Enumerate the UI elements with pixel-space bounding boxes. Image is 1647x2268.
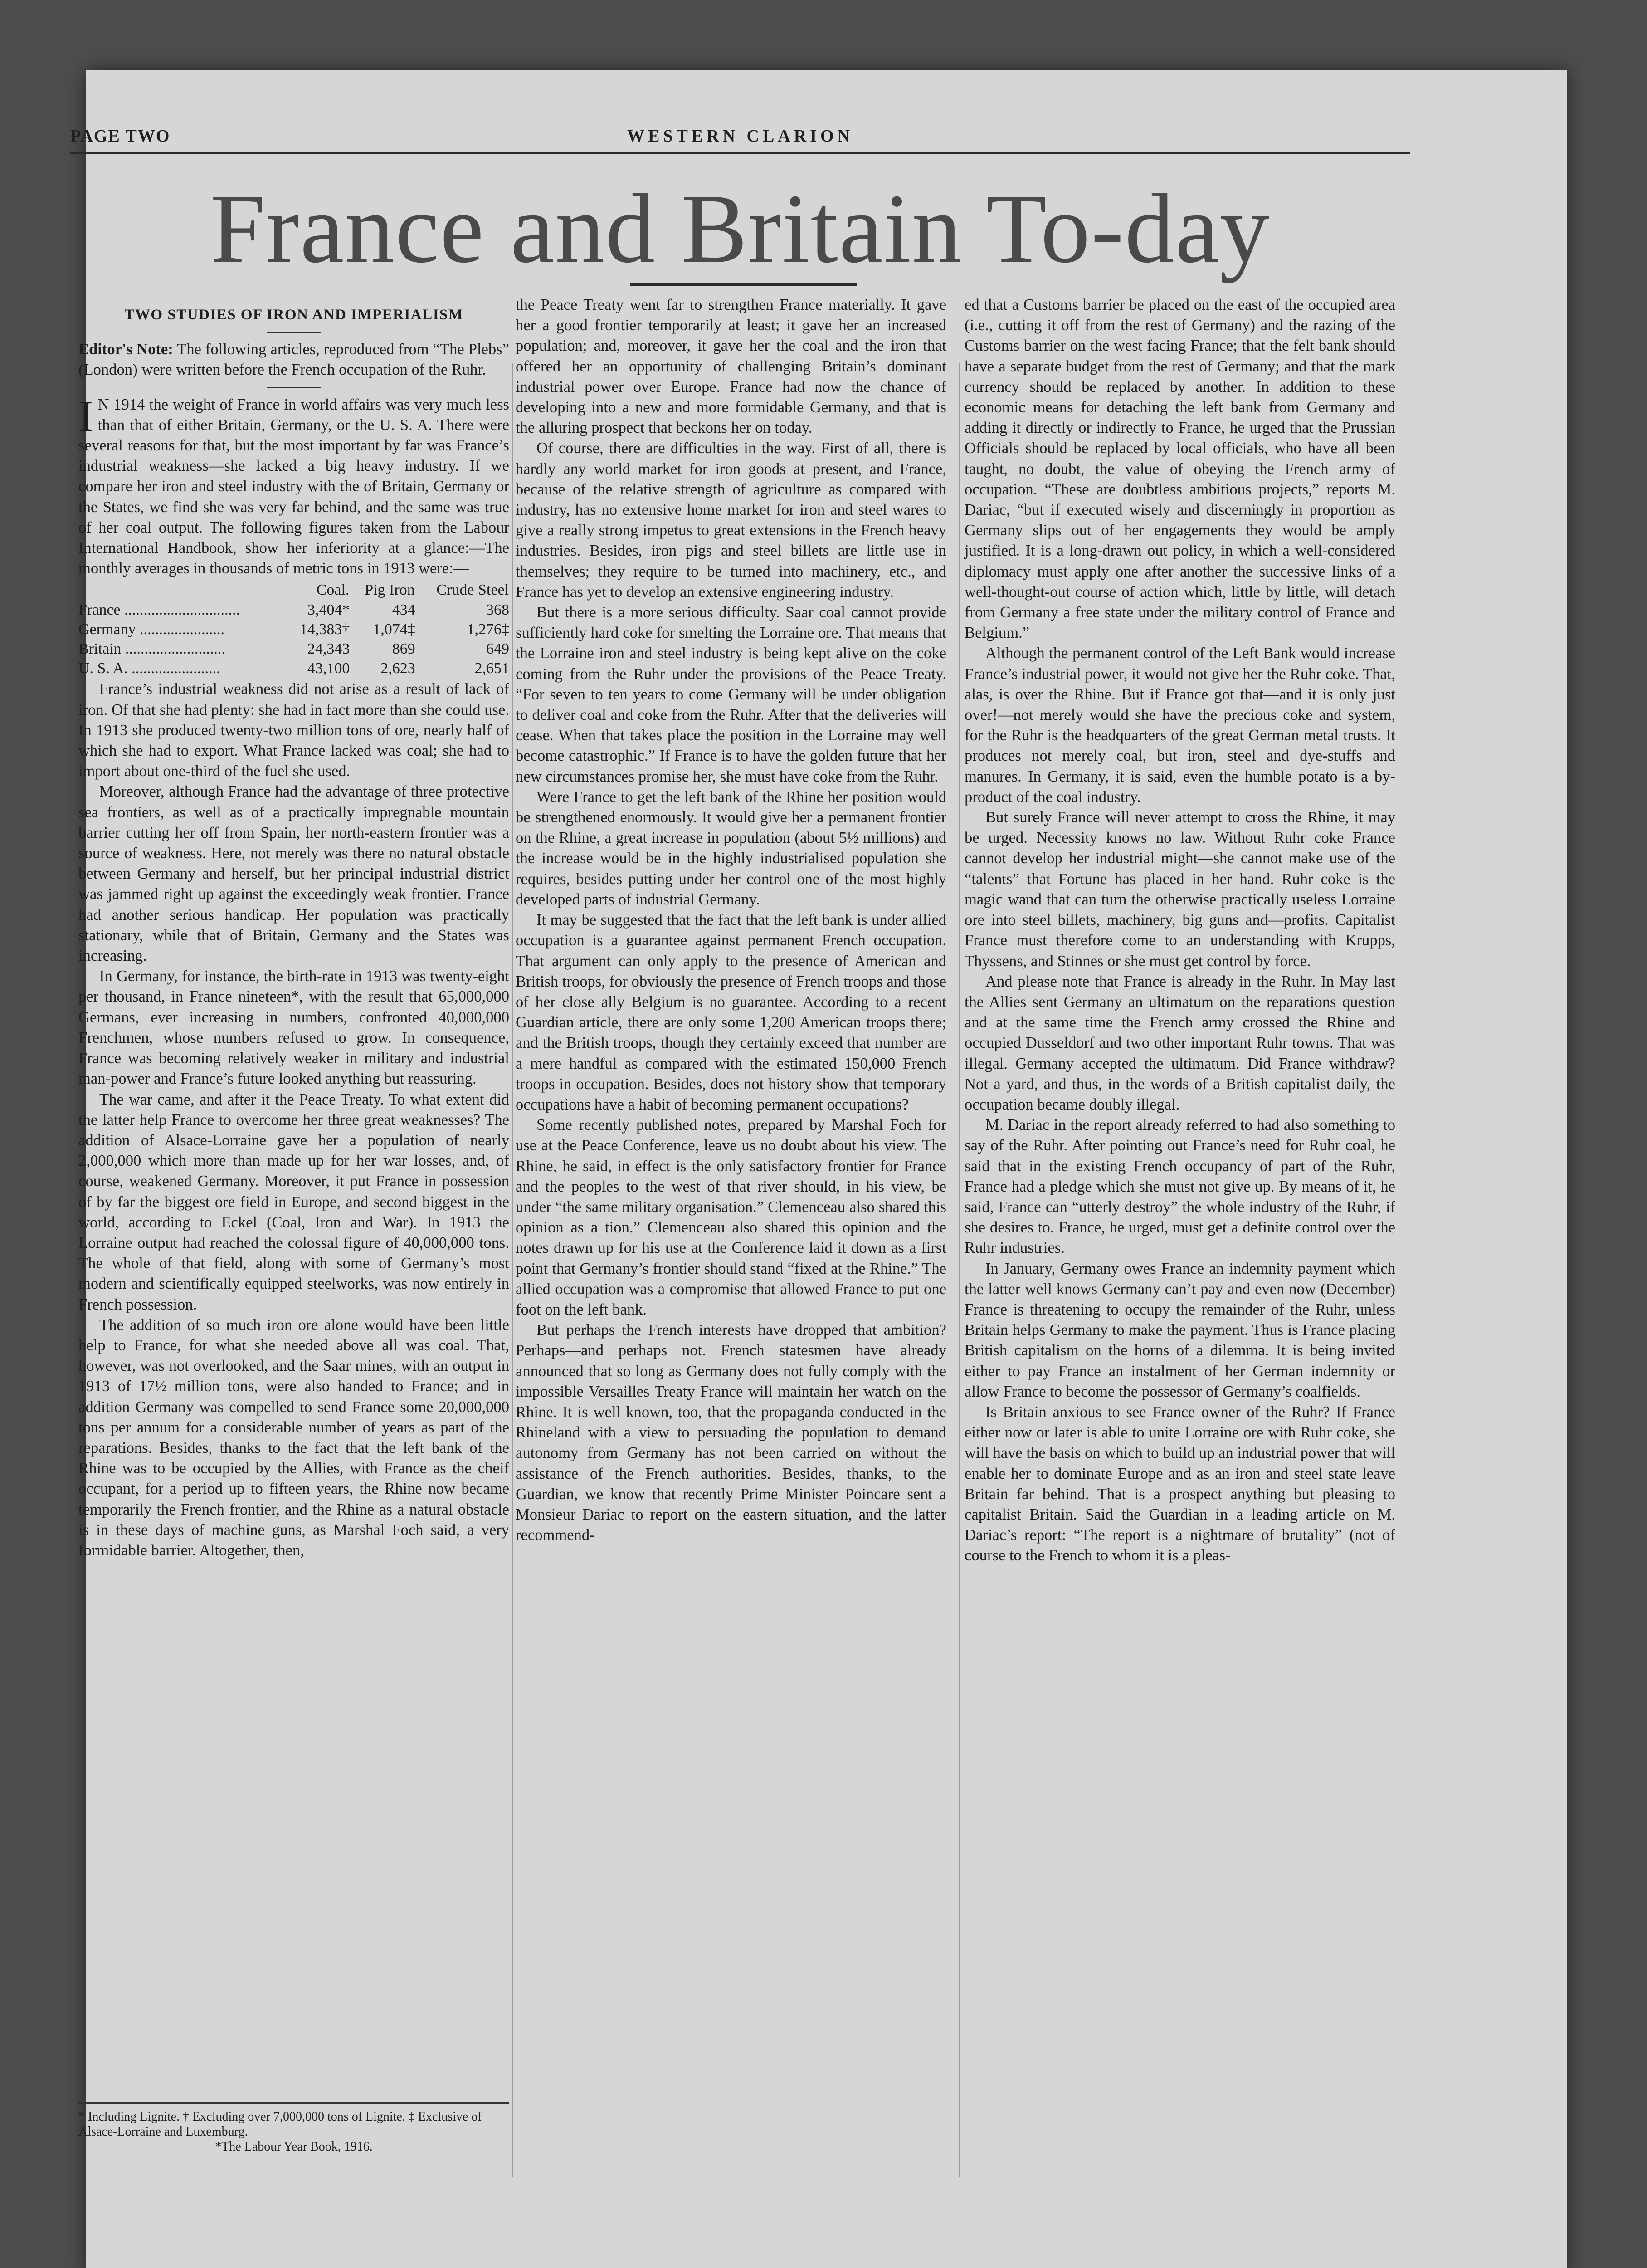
intro-text: N 1914 the weight of France in world affairs was very much less than that of either Britain, Germany, or the U. S. A. There were several reasons for that, but the most important by far was France’s industrial weakness—she lacked a big heavy industry. If we compare her iron and steel industry with the of Britain, Germany or the States, we find she was very far behind, and the same was true of her coal output. The following figures taken from the Labour International Handbook, show her inferiority at a glance:—The monthly averages in thousands of metric tons in 1913 were:— [78,396,509,577]
table-header: Coal. [316,582,350,599]
paragraph: The war came, and after it the Peace Treaty. To what extent did the latter help France to overcome her three great weaknesses? The addition of Alsace-Lorraine gave her a population of nearly 2,000,000 which more than made up for her war losses, and, of course, weakened Germany. Moreover, it put France in possession of by far the biggest ore field in Europe, and second biggest in the world, according to Eckel (Coal, Iron and War). In 1913 the Lorraine output had reached the colossal figure of 40,000,000 tons. The whole of that field, along with some of Germany’s most modern and scientifically equipped steelworks, was now entirely in French possession. [78,1090,509,1313]
column-1 [78,295,509,1561]
table-cell: 24,343 [307,640,350,658]
headline-underline [630,284,857,286]
paper-name: WESTERN CLARION [627,127,854,146]
table-cell: 649 [486,640,509,658]
table-cell: 14,383† [299,621,350,638]
table-cell: U. S. A. ....................... [78,660,220,677]
footnote: *The Labour Year Book, 1916. [215,2140,373,2154]
table-cell: 2,623 [380,660,415,677]
footnote-rule [78,2102,509,2104]
table-row [78,659,509,678]
paragraph: Moreover, although France had the advantage of three protective sea frontiers, as well as of a practically impregnable mountain barrier cutting her off from Spain, her north-eastern frontier was a source of weakness. Here, not merely was there no natural obstacle between Germany and herself, but her principal industrial district was jammed right up against the exceedingly weak frontier. France had another serious handicap. Her population was practically stationary, while that of Britain, Germany and the States was increasing. [78,783,509,965]
column-divider [512,363,513,2177]
table-cell: France .............................. [78,601,240,619]
table-cell: 434 [392,601,415,619]
paragraph: the Peace Treaty went far to strengthen France materially. It gave her a good frontier temporarily at least; it gave her an increased population; and, moreover, it gave her the coal and the iron that offered her an opportunity of challenging Britain’s dominant industrial power over Europe. France had now the chance of developing into a new and more formidable Germany, and that is the alluring prospect that beckons her on today. [516,296,946,437]
paragraph: But surely France will never attempt to cross the Rhine, it may be urged. Necessity knows no law. Without Ruhr coke France cannot develop her industrial might—she cannot make use of the “talents” that Fortune has placed in her hand. Ruhr coke is the magic wand that can turn the otherwise practically useless Lorraine ore into steel billets, machinery, big guns and—profits. Capitalist France must therefore come to an understanding with Krupps, Thyssens, and Stinnes or she must get control by force. [965,809,1395,970]
paragraph: The addition of so much iron ore alone would have been little help to France, for what she needed above all was coal. That, however, was not overlooked, and the Saar mines, with an output in 1913 of 17½ million tons, were also handed to France; and in addition Germany was compelled to send France some 20,000,000 tons per annum for a considerable number of years as part of the reparations. Besides, thanks to the fact that the left bank of the Rhine was to be occupied by the Allies, with France as the cheif occupant, for a period up to fifteen years, the Rhine now became temporarily the French frontier, and the Rhine as a natural obstacle is in these days of machine guns, as Marshal Foch said, a very formidable barrier. Altogether, then, [78,1316,509,1559]
short-rule [267,387,321,388]
paragraph: And please note that France is already in the Ruhr. In May last the Allies sent Germany an ultimatum on the reparations question and at the same time the French army crossed the Rhine and occupied Dusseldorf and two other important Ruhr towns. That was illegal. Germany accepted the ultimatum. Did France withdraw? Not a yard, and thus, in the words of a British capitalist daily, the occupation became doubly illegal. [965,973,1395,1113]
column-2 [516,295,946,1545]
table-header: Crude Steel [436,582,509,599]
table-cell: 368 [486,601,509,619]
table-cell: 43,100 [307,660,350,677]
table-cell: 869 [392,640,415,658]
production-table [78,580,509,678]
paragraph: It may be suggested that the fact that the left bank is under allied occupation is a guarantee against permanent French occupation. That argument can only apply to the presence of American and British troops, for obviously the presence of French troops and those of her close ally Belgium is no guarantee. According to a recent Guardian article, there are only some 1,200 American troops there; and the British troops, though they certainly exceed that number are a mere handful as compared with the estimated 150,000 French troops in occupation. Besides, does not history show that temporary occupations have a habit of becoming permanent occupations? [516,911,946,1113]
editor-note [78,339,509,380]
table-header: Pig Iron [365,582,415,599]
table-row [78,639,509,659]
editor-note-text: The following articles, reproduced from “The Plebs” (London) were written before the French occupation of the Ruhr. [78,341,509,379]
intro-paragraph [78,391,509,579]
table-cell: 1,074‡ [373,621,415,638]
table-header [78,580,286,600]
paragraph: But there is a more serious difficulty. Saar coal cannot provide sufficiently hard coke for smelting the Lorraine ore. That means that the Lorraine iron and steel industry is being kept alive on the coke coming from the Ruhr under the provisions of the Peace Treaty. “For seven to ten years to come Germany will be under obligation to deliver coal and coke from the Ruhr. After that the deliveries will cease. When that takes place the position in the Lorraine may well become catastrophic.” If France is to have the golden future that her new circumstances promise her, she must have coke from the Ruhr. [516,604,946,785]
paragraph: In January, Germany owes France an indemnity payment which the latter well knows Germany can’t pay and even now (December) France is threatening to occupy the remainder of the Ruhr, unless Britain helps Germany to make the payment. Thus is France placing British capitalism on the horns of a dilemma. It is being invited either to pay France an instalment of her German indemnity or allow France to become the possessor of Germany’s coalfields. [965,1260,1395,1400]
column-divider [959,363,960,2177]
paragraph: M. Dariac in the report already referred to had also something to say of the Ruhr. After pointing out France’s need for Ruhr coal, he said that in the existing French occupancy of part of the Ruhr, France had a pledge which she must not give up. By means of it, he said, France can “utterly destroy” the whole industry of the Ruhr, if she desires to. France, he urged, must get a definite control over the Ruhr industries. [965,1116,1395,1257]
table-cell: 3,404* [307,601,350,619]
headline: France and Britain To-day [210,174,1271,284]
table-cell: 2,651 [474,660,509,677]
footnote: * Including Lignite. † Excluding over 7,000,000 tons of Lignite. ‡ Exclusive of Alsace-Lorraine and Luxemburg. [78,2110,482,2139]
drop-cap: I [78,391,93,441]
footnotes [78,2102,509,2154]
paragraph: France’s industrial weakness did not arise as a result of lack of iron. Of that she had plenty: she had in fact more than she could use. In 1913 she produced twenty-two million tons of ore, nearly half of which she had to export. What France lacked was coal; she had to import about one-third of the fuel she used. [78,680,509,780]
table-row [78,620,509,639]
running-head [70,126,1410,144]
paragraph: Were France to get the left bank of the Rhine her position would be strengthened enormously. It would give her a permanent frontier on the Rhine, a great increase in population (about 5½ millions) and the increase would be in the highly industrialised population she requires, besides putting under her control one of the most highly developed parts of industrial Germany. [516,788,946,908]
paragraph: But perhaps the French interests have dropped that ambition? Perhaps—and perhaps not. French statesmen have already announced that so long as Germany does not fully comply with the impossible Versailles Treaty France will maintain her watch on the Rhine. It is well known, too, that the propaganda conducted in the Rhineland with a view to persuading the population to demand autonomy from Germany has not been carried on without the assistance of the French authorities. Besides, thanks, to the Guardian, we know that recently Prime Minister Poincare sent a Monsieur Dariac to report on the eastern situation, and the latter recommend- [516,1321,946,1544]
table-cell: Britain .......................... [78,640,225,658]
table-row [78,600,509,620]
paragraph: ed that a Customs barrier be placed on the east of the occupied area (i.e., cutting it off from the rest of Germany) and the razing of the Customs barrier on the west facing France; that the felt bank should have a separate budget from the rest of Germany; and that the mark currency should be replaced by another. In addition to these economic means for detaching the left bank from Germany and adding it directly or indirectly to France, he urged that the Prussian Officials should be replaced by local officials, who have all been taught, no doubt, the value of obeying the French army of occupation. “These are doubtless ambitious projects,” reports M. Dariac, “but if executed wisely and discerningly in proportion as Germany slips out of her engagements they would be amply justified. It is a long-drawn out policy, in which a well-considered diplomacy must apply one after another the successive links of a well-thought-out course of action which, little by little, will detach from Germany a free state under the military control of France and Belgium.” [965,296,1395,642]
table-cell: Germany ...................... [78,621,225,638]
paragraph: Is Britain anxious to see France owner of the Ruhr? If France either now or later is able to unite Lorraine ore with Ruhr coke, she will have the basis on which to build up an industrial power that will enable her to dominate Europe and as an iron and steel state leave Britain far behind. That is a prospect anything but pleasing to capitalist Britain. Said the Guardian in a leading article on M. Dariac’s report: “The report is a nightmare of brutality” (not of course to the French to whom it is a pleas- [965,1403,1395,1564]
header-rule [70,152,1410,154]
section-heading: TWO STUDIES OF IRON AND IMPERIALISM [124,307,463,323]
table-header-row [78,580,509,600]
editor-note-label: Editor's Note: [78,341,173,358]
paragraph: Of course, there are difficulties in the way. First of all, there is hardly any world market for iron goods at present, and France, because of the relative strength of agriculture as compared with industry, has no extensive home market for iron and steel wares to give a really strong impetus to great extensions in the French heavy industries. Besides, iron pigs and steel billets are little use in themselves; they require to be turned into machinery, etc., and France has yet to develop an extensive engineering industry. [516,440,946,601]
column-3 [965,295,1395,1566]
page-label: PAGE TWO [70,127,171,146]
paragraph: In Germany, for instance, the birth-rate in 1913 was twenty-eight per thousand, in France nineteen*, with the result that 65,000,000 Germans, ever increasing in numbers, confronted 40,000,000 Frenchmen, whose numbers refused to grow. In consequence, France was becoming relatively weaker in military and industrial man-power and France’s future looked anything but reassuring. [78,968,509,1088]
table-cell: 1,276‡ [467,621,509,638]
paragraph: Although the permanent control of the Left Bank would increase France’s industrial power, it would not give her the Ruhr coke. That, alas, is over the Rhine. But if France got that—and it is only just over!—not merely would she have the precious coke and system, for the Ruhr is the headquarters of the great German metal trusts. It produces not merely coal, but iron, steel and dye-stuffs and manures. In Germany, it is said, even the humble potato is a by-product of the coal industry. [965,645,1395,806]
paragraph: Some recently published notes, prepared by Marshal Foch for use at the Peace Conference, leave us no doubt about his view. The Rhine, he said, in effect is the only satisfactory frontier for France and the peoples to the west of that river should, in his view, be under “the same military organisation.” Clemenceau also shared this opinion as a tion.” Clemenceau also shared this opinion and the notes drawn up for his use at the Conference laid it down as a first point that Germany’s frontier should stand “fixed at the Rhine.” The allied occupation was a compromise that allowed France to put one foot on the left bank. [516,1116,946,1318]
short-rule [267,332,321,333]
